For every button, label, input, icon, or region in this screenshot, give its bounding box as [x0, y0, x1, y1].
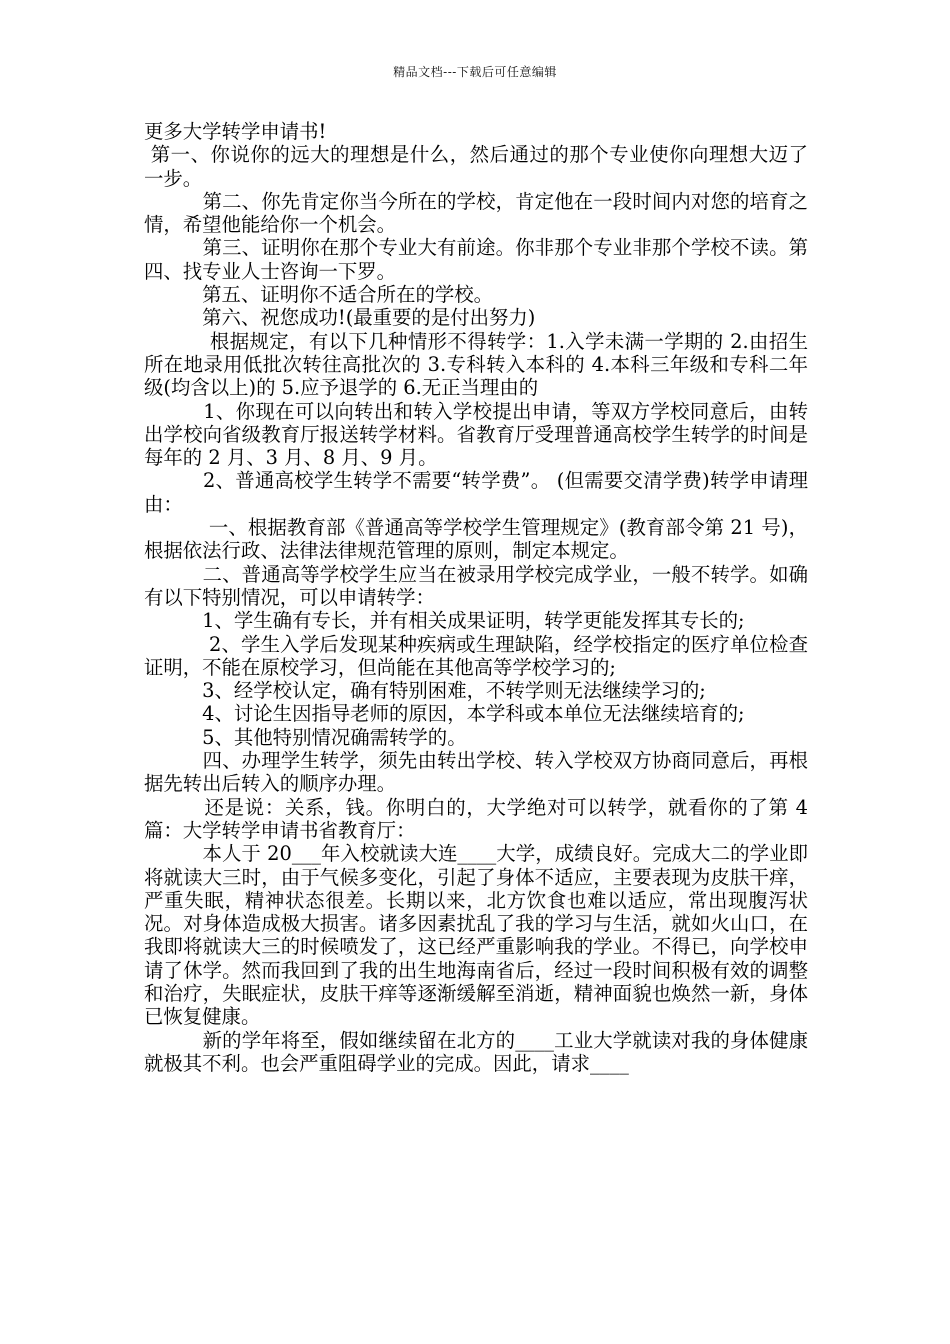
paragraph: 第三、证明你在那个专业大有前途。你非那个专业非那个学校不读。第四、找专业人士咨询一下罗。	[144, 236, 808, 283]
paragraph: 5、其他特别情况确需转学的。	[144, 725, 467, 749]
paragraph: 4、讨论生因指导老师的原因，本学科或本单位无法继续培育的;	[144, 702, 745, 726]
paragraph: 3、经学校认定，确有特别困难，不转学则无法继续学习的;	[144, 679, 706, 703]
paragraph: 第六、祝您成功!(最重要的是付出努力)	[144, 306, 536, 330]
paragraph: 1、学生确有专长，并有相关成果证明，转学更能发挥其专长的;	[144, 609, 745, 633]
paragraph: 二、普通高等学校学生应当在被录用学校完成学业，一般不转学。如确有以下特别情况，可以申请转学：	[144, 562, 808, 609]
paragraph: 一、根据教育部《普通高等学校学生管理规定》(教育部令第 21 号)，根据依法行政、法律法律规范管理的原则，制定本规定。	[144, 516, 808, 563]
paragraph: 本人于 20___年入校就读大连____大学，成绩良好。完成大二的学业即将就读大三时，由于气候多变化，引起了身体不适应，主要表现为皮肤干痒，严重失眠，精神状态很差。长期以来，北方饮食也难以适应，常出现腹泻状况。对身体造成极大损害。诸多因素扰乱了我的学习与生活，就如火山口，在我即将就读大三的时候喷发了，这已经严重影响我的学业。不得已，向学校申请了休学。然而我回到了我的出生地海南省后，经过一段时间积极有效的调整和治疗，失眠症状，皮肤干痒等逐渐缓解至消逝，精神面貌也焕然一新，身体已恢复健康。	[144, 842, 808, 1029]
paragraph: 2、学生入学后发现某种疾病或生理缺陷，经学校指定的医疗单位检查证明，不能在原校学习，但尚能在其他高等学校学习的;	[144, 632, 808, 679]
paragraph: 第二、你先肯定你当今所在的学校，肯定他在一段时间内对您的培育之情，希望他能给你一个机会。	[144, 189, 808, 237]
paragraph: 还是说：关系，钱。你明白的，大学绝对可以转学，就看你的了第 4 篇：大学转学申请书省教育厅：	[144, 795, 815, 842]
paragraph: 新的学年将至，假如继续留在北方的____工业大学就读对我的身体健康就极其不利。也会严重阻碍学业的完成。因此，请求____	[144, 1028, 808, 1075]
paragraph: 四、办理学生转学，须先由转出学校、转入学校双方协商同意后，再根据先转出后转入的顺序办理。	[144, 749, 808, 796]
document-body	[144, 120, 815, 1075]
paragraph: 2、普通高校学生转学不需要“转学费”。 (但需要交清学费)转学申请理由：	[144, 469, 808, 516]
paragraph: 根据规定，有以下几种情形不得转学：1.入学未满一学期的 2.由招生所在地录用低批次转往高批次的 3.专科转入本科的 4.本科三年级和专科二年级(均含以上)的 5.应予退学的 6.无正当理由的	[144, 329, 808, 400]
paragraph: 第五、证明你不适合所在的学校。	[144, 283, 494, 307]
page-header: 精品文档---下载后可任意编辑	[393, 65, 557, 79]
paragraph: 1、你现在可以向转出和转入学校提出申请，等双方学校同意后，由转出学校向省级教育厅报送转学材料。省教育厅受理普通高校学生转学的时间是每年的 2 月、3 月、8 月、9 月。	[144, 399, 808, 470]
paragraph: 第一、你说你的远大的理想是什么，然后通过的那个专业使你向理想大迈了一步。	[144, 143, 809, 190]
paragraph: 更多大学转学申请书!	[144, 120, 327, 143]
